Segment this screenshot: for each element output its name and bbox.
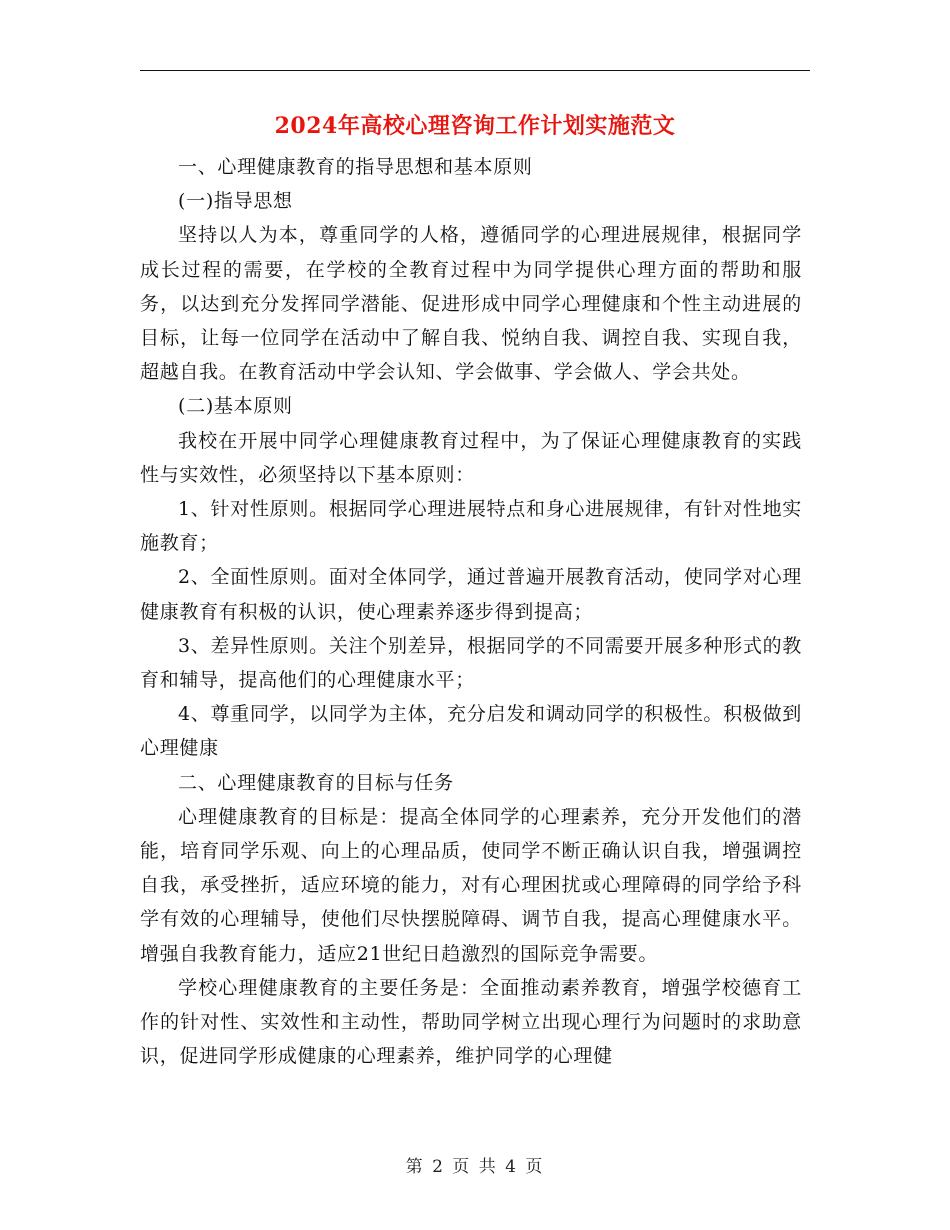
header-rule <box>140 70 810 71</box>
section-heading-2: 二、心理健康教育的目标与任务 <box>178 771 454 794</box>
principle-item-2: 2、全面性原则。面对全体同学，通过普遍开展教育活动，使同学对心理健康教育有积极的认识，使心理素养逐步得到提高； <box>140 566 802 623</box>
subsection-heading-1: (一)指导思想 <box>178 190 293 213</box>
principle-item-1: 1、针对性原则。根据同学心理进展特点和身心进展规律，有针对性地实施教育； <box>140 498 802 555</box>
principle-item-4: 4、尊重同学，以同学为主体，充分启发和调动同学的积极性。积极做到心理健康 <box>140 703 802 760</box>
paragraph-goals: 心理健康教育的目标是：提高全体同学的心理素养，充分开发他们的潜能，培育同学乐观、向上的心理品质，使同学不断正确认识自我，增强调控自我，承受挫折，适应环境的能力，对有心理困扰或心理障碍的同学给予科学有效的心理辅导，使他们尽快摆脱障碍、调节自我，提高心理健康水平。增强自我教育能力，适应21世纪日趋激烈的国际竞争需要。 <box>140 805 802 965</box>
document-title: 2024年高校心理咨询工作计划实施范文 <box>274 113 676 139</box>
subsection-heading-2: (二)基本原则 <box>178 395 293 418</box>
section-heading-1: 一、心理健康教育的指导思想和基本原则 <box>178 156 533 178</box>
paragraph-principles-intro: 我校在开展中同学心理健康教育过程中，为了保证心理健康教育的实践性与实效性，必须坚持以下基本原则： <box>140 429 802 486</box>
page-number-footer: 第 2 页 共 4 页 <box>405 1157 545 1177</box>
document-body <box>140 150 802 1073</box>
paragraph-tasks: 学校心理健康教育的主要任务是：全面推动素养教育，增强学校德育工作的针对性、实效性和主动性，帮助同学树立出现心理行为问题时的求助意识，促进同学形成健康的心理素养，维护同学的心理健 <box>140 976 802 1068</box>
paragraph-guiding-thought: 坚持以人为本，尊重同学的人格，遵循同学的心理进展规律，根据同学成长过程的需要，在学校的全教育过程中为同学提供心理方面的帮助和服务，以达到充分发挥同学潜能、促进形成中同学心理健康和个性主动进展的目标，让每一位同学在活动中了解自我、悦纳自我、调控自我、实现自我，超越自我。在教育活动中学会认知、学会做事、学会做人、学会共处。 <box>140 224 802 384</box>
principle-item-3: 3、差异性原则。关注个别差异，根据同学的不同需要开展多种形式的教育和辅导，提高他们的心理健康水平； <box>140 634 802 692</box>
